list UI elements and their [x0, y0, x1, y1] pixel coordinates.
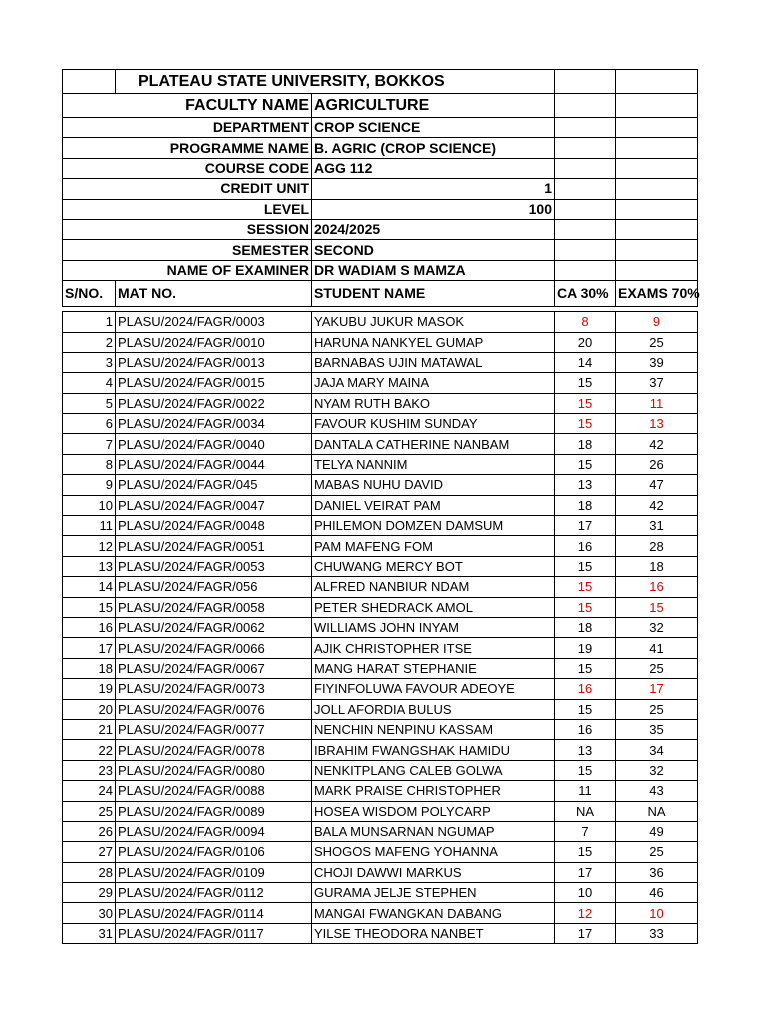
table-row — [63, 740, 698, 760]
student-name: ALFRED NANBIUR NDAM — [312, 577, 555, 597]
field-label: DEPARTMENT — [63, 118, 312, 138]
col-sn-header: S/NO. — [63, 281, 116, 307]
ca-score: 15 — [555, 577, 616, 597]
field-value: SECOND — [312, 240, 555, 260]
serial-number: 11 — [63, 516, 116, 536]
table-row — [63, 679, 698, 699]
student-name: CHUWANG MERCY BOT — [312, 556, 555, 576]
ca-score: 17 — [555, 923, 616, 943]
mat-number: PLASU/2024/FAGR/045 — [116, 475, 312, 495]
field-label: SEMESTER — [63, 240, 312, 260]
exam-score: 31 — [616, 516, 698, 536]
header-field-row — [63, 138, 698, 158]
student-name: HARUNA NANKYEL GUMAP — [312, 332, 555, 352]
serial-number: 12 — [63, 536, 116, 556]
field-label: LEVEL — [63, 199, 312, 219]
serial-number: 24 — [63, 781, 116, 801]
student-name: PETER SHEDRACK AMOL — [312, 597, 555, 617]
table-row — [63, 821, 698, 841]
exam-score: 25 — [616, 699, 698, 719]
exam-score: 13 — [616, 414, 698, 434]
ca-score: 18 — [555, 495, 616, 515]
mat-number: PLASU/2024/FAGR/0112 — [116, 883, 312, 903]
mat-number: PLASU/2024/FAGR/0088 — [116, 781, 312, 801]
exam-score: 42 — [616, 434, 698, 454]
header-field-row — [63, 179, 698, 199]
serial-number: 18 — [63, 658, 116, 678]
table-row — [63, 414, 698, 434]
serial-number: 28 — [63, 862, 116, 882]
ca-score: 13 — [555, 475, 616, 495]
mat-number: PLASU/2024/FAGR/0051 — [116, 536, 312, 556]
serial-number: 23 — [63, 760, 116, 780]
serial-number: 20 — [63, 699, 116, 719]
field-value: AGRICULTURE — [312, 94, 555, 118]
col-name-header: STUDENT NAME — [312, 281, 555, 307]
exam-score: 43 — [616, 781, 698, 801]
field-label: COURSE CODE — [63, 158, 312, 178]
exam-score: 17 — [616, 679, 698, 699]
student-name: DANTALA CATHERINE NANBAM — [312, 434, 555, 454]
serial-number: 15 — [63, 597, 116, 617]
table-row — [63, 862, 698, 882]
mat-number: PLASU/2024/FAGR/056 — [116, 577, 312, 597]
table-row — [63, 801, 698, 821]
exam-score: 41 — [616, 638, 698, 658]
serial-number: 19 — [63, 679, 116, 699]
mat-number: PLASU/2024/FAGR/0117 — [116, 923, 312, 943]
ca-score: 14 — [555, 352, 616, 372]
col-ca-header: CA 30% — [555, 281, 616, 307]
ca-score: 15 — [555, 373, 616, 393]
exam-score: 35 — [616, 719, 698, 739]
student-name: IBRAHIM FWANGSHAK HAMIDU — [312, 740, 555, 760]
serial-number: 26 — [63, 821, 116, 841]
exam-score: 39 — [616, 352, 698, 372]
table-row — [63, 516, 698, 536]
student-name: YILSE THEODORA NANBET — [312, 923, 555, 943]
ca-score: 7 — [555, 821, 616, 841]
header-field-row — [63, 199, 698, 219]
serial-number: 8 — [63, 454, 116, 474]
serial-number: 27 — [63, 842, 116, 862]
table-row — [63, 373, 698, 393]
mat-number: PLASU/2024/FAGR/0109 — [116, 862, 312, 882]
exam-score: 32 — [616, 760, 698, 780]
serial-number: 21 — [63, 719, 116, 739]
field-label: PROGRAMME NAME — [63, 138, 312, 158]
serial-number: 13 — [63, 556, 116, 576]
exam-score: 46 — [616, 883, 698, 903]
mat-number: PLASU/2024/FAGR/0114 — [116, 903, 312, 923]
mat-number: PLASU/2024/FAGR/0080 — [116, 760, 312, 780]
student-name: JAJA MARY MAINA — [312, 373, 555, 393]
student-name: AJIK CHRISTOPHER ITSE — [312, 638, 555, 658]
ca-score: 15 — [555, 597, 616, 617]
student-name: YAKUBU JUKUR MASOK — [312, 312, 555, 332]
table-row — [63, 719, 698, 739]
field-label: FACULTY NAME — [63, 94, 312, 118]
ca-score: 18 — [555, 434, 616, 454]
exam-score: 32 — [616, 617, 698, 637]
ca-score: 15 — [555, 414, 616, 434]
serial-number: 3 — [63, 352, 116, 372]
exam-score: 49 — [616, 821, 698, 841]
exam-score: 47 — [616, 475, 698, 495]
table-row — [63, 883, 698, 903]
student-name: MANG HARAT STEPHANIE — [312, 658, 555, 678]
ca-score: 18 — [555, 617, 616, 637]
field-value: CROP SCIENCE — [312, 118, 555, 138]
ca-score: 17 — [555, 862, 616, 882]
mat-number: PLASU/2024/FAGR/0010 — [116, 332, 312, 352]
student-name: MARK PRAISE CHRISTOPHER — [312, 781, 555, 801]
mat-number: PLASU/2024/FAGR/0015 — [116, 373, 312, 393]
exam-score: 11 — [616, 393, 698, 413]
student-name: DANIEL VEIRAT PAM — [312, 495, 555, 515]
table-row — [63, 658, 698, 678]
table-row — [63, 352, 698, 372]
exam-score: 25 — [616, 658, 698, 678]
table-row — [63, 760, 698, 780]
ca-score: 15 — [555, 760, 616, 780]
mat-number: PLASU/2024/FAGR/0044 — [116, 454, 312, 474]
mat-number: PLASU/2024/FAGR/0022 — [116, 393, 312, 413]
table-row — [63, 393, 698, 413]
student-name: GURAMA JELJE STEPHEN — [312, 883, 555, 903]
serial-number: 1 — [63, 312, 116, 332]
student-name: HOSEA WISDOM POLYCARP — [312, 801, 555, 821]
table-row — [63, 577, 698, 597]
serial-number: 14 — [63, 577, 116, 597]
exam-score: 36 — [616, 862, 698, 882]
field-label: SESSION — [63, 219, 312, 239]
table-row — [63, 923, 698, 943]
mat-number: PLASU/2024/FAGR/0058 — [116, 597, 312, 617]
ca-score: 12 — [555, 903, 616, 923]
student-name: PAM MAFENG FOM — [312, 536, 555, 556]
ca-score: 15 — [555, 658, 616, 678]
university-name: PLATEAU STATE UNIVERSITY, BOKKOS — [138, 73, 445, 90]
exam-score: 25 — [616, 332, 698, 352]
field-value: 1 — [312, 179, 555, 199]
ca-score: 15 — [555, 842, 616, 862]
student-name: MANGAI FWANGKAN DABANG — [312, 903, 555, 923]
mat-number: PLASU/2024/FAGR/0003 — [116, 312, 312, 332]
ca-score: 15 — [555, 454, 616, 474]
serial-number: 22 — [63, 740, 116, 760]
student-name: BALA MUNSARNAN NGUMAP — [312, 821, 555, 841]
exam-score: 9 — [616, 312, 698, 332]
exam-score: 26 — [616, 454, 698, 474]
field-value: 100 — [312, 199, 555, 219]
student-name: MABAS NUHU DAVID — [312, 475, 555, 495]
student-name: PHILEMON DOMZEN DAMSUM — [312, 516, 555, 536]
table-row — [63, 556, 698, 576]
serial-number: 17 — [63, 638, 116, 658]
mat-number: PLASU/2024/FAGR/0034 — [116, 414, 312, 434]
field-value: DR WADIAM S MAMZA — [312, 260, 555, 280]
exam-score: 15 — [616, 597, 698, 617]
exam-score: 28 — [616, 536, 698, 556]
ca-score: 16 — [555, 679, 616, 699]
ca-score: 10 — [555, 883, 616, 903]
ca-score: 17 — [555, 516, 616, 536]
mat-number: PLASU/2024/FAGR/0089 — [116, 801, 312, 821]
table-row — [63, 434, 698, 454]
serial-number: 25 — [63, 801, 116, 821]
exam-score: 16 — [616, 577, 698, 597]
ca-score: 20 — [555, 332, 616, 352]
col-exam-header: EXAMS 70% — [616, 281, 698, 307]
mat-number: PLASU/2024/FAGR/0040 — [116, 434, 312, 454]
table-row — [63, 617, 698, 637]
header-field-row — [63, 240, 698, 260]
table-row — [63, 454, 698, 474]
serial-number: 10 — [63, 495, 116, 515]
exam-score: 33 — [616, 923, 698, 943]
student-name: TELYA NANNIM — [312, 454, 555, 474]
mat-number: PLASU/2024/FAGR/0047 — [116, 495, 312, 515]
exam-score: 18 — [616, 556, 698, 576]
exam-score: 34 — [616, 740, 698, 760]
mat-number: PLASU/2024/FAGR/0067 — [116, 658, 312, 678]
field-value: AGG 112 — [312, 158, 555, 178]
table-row — [63, 495, 698, 515]
ca-score: NA — [555, 801, 616, 821]
student-name: JOLL AFORDIA BULUS — [312, 699, 555, 719]
serial-number: 31 — [63, 923, 116, 943]
ca-score: 16 — [555, 536, 616, 556]
serial-number: 2 — [63, 332, 116, 352]
serial-number: 5 — [63, 393, 116, 413]
mat-number: PLASU/2024/FAGR/0062 — [116, 617, 312, 637]
university-title-row — [63, 70, 698, 94]
table-row — [63, 699, 698, 719]
ca-score: 15 — [555, 699, 616, 719]
mat-number: PLASU/2024/FAGR/0066 — [116, 638, 312, 658]
student-name: NENCHIN NENPINU KASSAM — [312, 719, 555, 739]
ca-score: 19 — [555, 638, 616, 658]
exam-score: 42 — [616, 495, 698, 515]
serial-number: 7 — [63, 434, 116, 454]
exam-score: NA — [616, 801, 698, 821]
mat-number: PLASU/2024/FAGR/0106 — [116, 842, 312, 862]
table-row — [63, 903, 698, 923]
header-field-row — [63, 158, 698, 178]
field-value: B. AGRIC (CROP SCIENCE) — [312, 138, 555, 158]
table-row — [63, 332, 698, 352]
serial-number: 29 — [63, 883, 116, 903]
mat-number: PLASU/2024/FAGR/0048 — [116, 516, 312, 536]
student-name: FIYINFOLUWA FAVOUR ADEOYE — [312, 679, 555, 699]
table-row — [63, 842, 698, 862]
result-sheet — [62, 69, 698, 944]
mat-number: PLASU/2024/FAGR/0076 — [116, 699, 312, 719]
serial-number: 4 — [63, 373, 116, 393]
table-row — [63, 312, 698, 332]
mat-number: PLASU/2024/FAGR/0078 — [116, 740, 312, 760]
mat-number: PLASU/2024/FAGR/0094 — [116, 821, 312, 841]
ca-score: 16 — [555, 719, 616, 739]
student-name: NENKITPLANG CALEB GOLWA — [312, 760, 555, 780]
table-row — [63, 781, 698, 801]
student-name: NYAM RUTH BAKO — [312, 393, 555, 413]
column-header-row — [63, 281, 698, 307]
exam-score: 25 — [616, 842, 698, 862]
serial-number: 30 — [63, 903, 116, 923]
table-row — [63, 475, 698, 495]
ca-score: 8 — [555, 312, 616, 332]
mat-number: PLASU/2024/FAGR/0013 — [116, 352, 312, 372]
exam-score: 37 — [616, 373, 698, 393]
header-field-row — [63, 260, 698, 280]
mat-number: PLASU/2024/FAGR/0053 — [116, 556, 312, 576]
ca-score: 15 — [555, 556, 616, 576]
serial-number: 6 — [63, 414, 116, 434]
ca-score: 13 — [555, 740, 616, 760]
serial-number: 16 — [63, 617, 116, 637]
student-name: WILLIAMS JOHN INYAM — [312, 617, 555, 637]
header-field-row — [63, 219, 698, 239]
header-field-row — [63, 94, 698, 118]
table-row — [63, 536, 698, 556]
student-name: FAVOUR KUSHIM SUNDAY — [312, 414, 555, 434]
field-label: CREDIT UNIT — [63, 179, 312, 199]
table-row — [63, 597, 698, 617]
mat-number: PLASU/2024/FAGR/0073 — [116, 679, 312, 699]
ca-score: 15 — [555, 393, 616, 413]
mat-number: PLASU/2024/FAGR/0077 — [116, 719, 312, 739]
serial-number: 9 — [63, 475, 116, 495]
student-name: SHOGOS MAFENG YOHANNA — [312, 842, 555, 862]
table-row — [63, 638, 698, 658]
field-value: 2024/2025 — [312, 219, 555, 239]
col-mat-header: MAT NO. — [116, 281, 312, 307]
student-name: CHOJI DAWWI MARKUS — [312, 862, 555, 882]
field-label: NAME OF EXAMINER — [63, 260, 312, 280]
header-field-row — [63, 118, 698, 138]
exam-score: 10 — [616, 903, 698, 923]
student-name: BARNABAS UJIN MATAWAL — [312, 352, 555, 372]
ca-score: 11 — [555, 781, 616, 801]
